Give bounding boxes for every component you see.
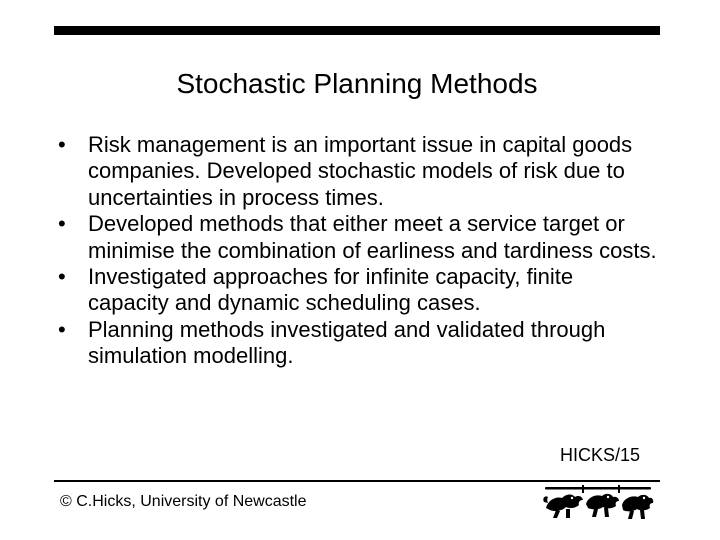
- bullet-text: Planning methods investigated and validated through simulation modelling.: [88, 316, 606, 369]
- bullet-item: [58, 132, 658, 211]
- slide-title: Stochastic Planning Methods: [176, 68, 538, 99]
- bullet-item: [58, 264, 658, 317]
- slide-number: HICKS/15: [559, 445, 640, 465]
- heraldic-lions-logo-icon: [542, 484, 654, 520]
- bullet-marker: •: [58, 316, 66, 342]
- bullet-marker: •: [58, 132, 66, 157]
- bullet-item: [58, 317, 658, 370]
- footer-copyright: © C.Hicks, University of Newcastle: [60, 493, 307, 510]
- bullet-marker: •: [58, 211, 66, 237]
- bullet-marker: •: [58, 264, 66, 290]
- bullet-text: Investigated approaches for infinite capacity, finite capacity and dynamic scheduling cases.: [88, 264, 574, 316]
- bottom-rule: [54, 480, 660, 482]
- bullet-text: Developed methods that either meet a service target or minimise the combination of earliness and tardiness costs.: [88, 211, 657, 263]
- top-rule: [54, 26, 660, 35]
- bullet-item: [58, 211, 658, 264]
- bullet-list: [58, 132, 658, 370]
- bullet-text: Risk management is an important issue in capital goods companies. Developed stochastic models of risk due to uncertainties in process times.: [88, 132, 633, 210]
